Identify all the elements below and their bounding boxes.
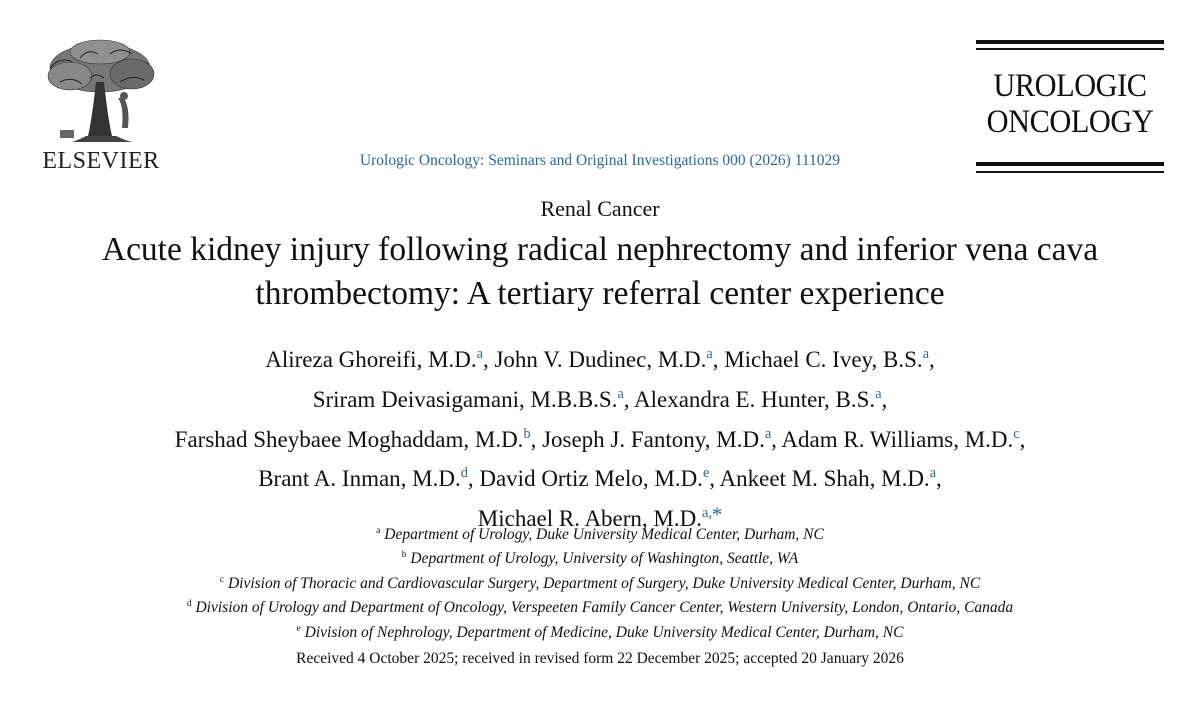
author-name: Adam R. Williams, M.D.: [781, 426, 1014, 452]
received-dates: Received 4 October 2025; received in revised form 22 December 2025; accepted 20 January 2026: [296, 650, 904, 667]
author-affiliation-link[interactable]: b: [523, 425, 531, 442]
elsevier-tree-icon: [40, 38, 162, 146]
author-affiliation-link[interactable]: a: [617, 385, 624, 402]
author-affiliation-link[interactable]: a: [875, 385, 882, 402]
affiliation-list: [30, 521, 1170, 643]
affiliation-item: [30, 570, 1170, 594]
affiliation-text: Department of Urology, Duke University Medical Center, Durham, NC: [384, 525, 824, 543]
author-name: John V. Dudinec, M.D.: [494, 346, 707, 372]
author-name: Alexandra E. Hunter, B.S.: [634, 386, 876, 412]
author-affiliation-link[interactable]: a: [706, 346, 713, 362]
affiliation-key: a: [376, 525, 381, 536]
author-affiliation-link[interactable]: a: [922, 346, 930, 362]
author-list: [30, 337, 1170, 536]
brand-rule-bottom: [976, 162, 1164, 166]
affiliation-item: [30, 545, 1170, 569]
journal-citation-link[interactable]: Urologic Oncology: Seminars and Original Investigations 000 (2026) 111029: [359, 152, 841, 169]
affiliation-item: [30, 619, 1170, 643]
affiliation-text: Department of Urology, University of Washington, Seattle, WA: [410, 550, 799, 568]
author-name: Sriram Deivasigamani, M.B.B.S.: [312, 386, 618, 412]
author-affiliation-link[interactable]: c: [1013, 425, 1020, 442]
brand-rule-bottom-thin: [976, 171, 1164, 173]
affiliation-item: [30, 521, 1170, 545]
author-affiliation-link[interactable]: a: [929, 465, 937, 482]
title-line-2: thrombectomy: A tertiary referral center experience: [255, 275, 945, 312]
author-affiliation-link[interactable]: e: [702, 465, 710, 482]
author-line-1: Alireza Ghoreifi, M.D.$^a$, John V. Dudinec, M.D.$^a$, Michael C. Ivey, B.S.$^a$,: [265, 346, 935, 372]
section-heading: Renal Cancer: [540, 196, 660, 221]
journal-brand-logo[interactable]: [976, 40, 1164, 174]
author-line-4: Brant A. Inman, M.D.$^d$, David Ortiz Melo, M.D.$^e$, Ankeet M. Shah, M.D.$^a$,: [258, 465, 942, 492]
affiliation-text: Division of Nephrology, Department of Medicine, Duke University Medical Center, Durham, NC: [304, 623, 904, 641]
author-name: Ankeet M. Shah, M.D.: [719, 466, 930, 492]
corresponding-author-link[interactable]: *: [711, 505, 723, 528]
author-affiliation-link[interactable]: a: [701, 505, 709, 522]
brand-rule-top: [976, 40, 1164, 44]
affiliation-text: Division of Urology and Department of Oncology, Verspeeten Family Cancer Center, Western University, London, Ontario, Canada: [195, 599, 1014, 617]
article-title: [20, 228, 1180, 316]
journal-brand-name: [984, 68, 1157, 140]
brand-rule-top-thin: [976, 48, 1164, 50]
author-name: Brant A. Inman, M.D.: [258, 466, 461, 492]
author-line-3: Farshad Sheybaee Moghaddam, M.D.$^b$, Joseph J. Fantony, M.D.$^a$, Adam R. Williams, M.D.$^c$,: [174, 425, 1026, 452]
author-affiliation-link[interactable]: a: [476, 346, 483, 362]
affiliation-key: b: [401, 549, 407, 561]
author-name: Alireza Ghoreifi, M.D.: [265, 346, 477, 372]
author-name: Joseph J. Fantony, M.D.: [542, 426, 765, 452]
author-name: Farshad Sheybaee Moghaddam, M.D.: [174, 426, 524, 452]
author-affiliation-link[interactable]: d: [460, 465, 468, 482]
affiliation-key: d: [186, 598, 192, 610]
author-line-2: Sriram Deivasigamani, M.B.B.S.$^a$, Alexandra E. Hunter, B.S.$^a$,: [312, 385, 888, 412]
author-name: David Ortiz Melo, M.D.: [479, 466, 703, 492]
author-affiliation-link[interactable]: a: [764, 425, 772, 442]
journal-brand-line1: UROLOGIC: [993, 68, 1147, 104]
affiliation-key: e: [296, 622, 301, 634]
comma-separator: ,: [708, 505, 712, 522]
journal-brand-line2: ONCOLOGY: [986, 104, 1154, 140]
affiliation-key: c: [219, 573, 225, 585]
affiliation-item: [30, 594, 1170, 618]
elsevier-wordmark: ELSEVIER: [42, 148, 160, 174]
author-name: Michael R. Abern, M.D.: [477, 506, 702, 532]
author-name: Michael C. Ivey, B.S.: [724, 346, 923, 372]
affiliation-text: Division of Thoracic and Cardiovascular Surgery, Department of Surgery, Duke University Medical Center, Durham, NC: [227, 574, 981, 592]
title-line-1: Acute kidney injury following radical nephrectomy and inferior vena cava: [101, 231, 1099, 268]
